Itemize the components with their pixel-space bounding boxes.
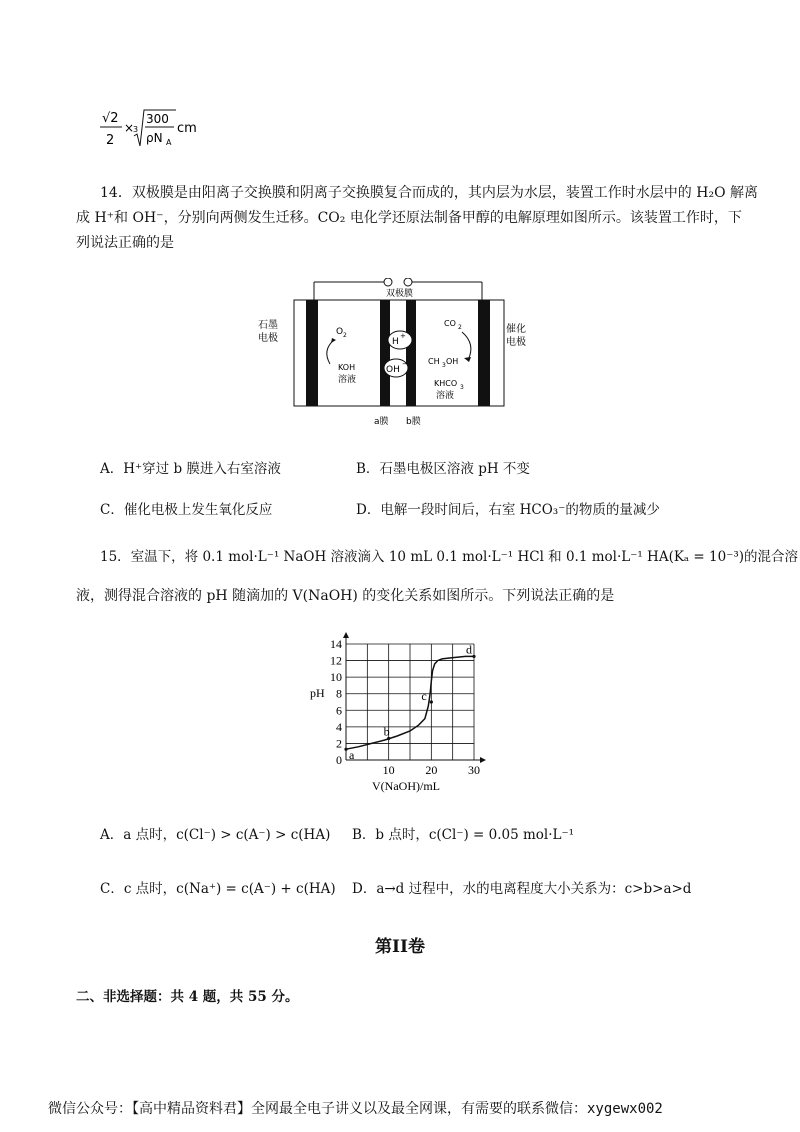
right-arrow-icon	[462, 332, 471, 360]
formula-radicand-sub: A	[166, 138, 172, 147]
q14-option-a: A．H⁺穿过 b 膜进入右室溶液	[100, 461, 281, 477]
cell-container	[294, 300, 504, 406]
y-tick-label: 6	[336, 703, 342, 718]
co2-label: CO	[444, 319, 456, 328]
electrolysis-cell	[256, 278, 546, 428]
q15-option-b: B．b 点时，c(Cl⁻) = 0.05 mol·L⁻¹	[352, 827, 575, 843]
point-c	[430, 700, 433, 703]
x-axis-label: V(NaOH)/mL	[372, 779, 440, 793]
koh-label: KOH	[338, 363, 356, 372]
y-tick-label: 14	[330, 637, 342, 651]
point-a	[344, 748, 347, 751]
q15-option-c: C．c 点时，c(Na⁺) = c(A⁻) + c(HA)	[100, 881, 336, 897]
membrane-a	[380, 300, 390, 406]
y-tick-label: 4	[336, 719, 342, 734]
chart-svg	[300, 630, 500, 795]
y-tick-label: 2	[336, 736, 342, 751]
khco3-sub: 3	[460, 384, 464, 391]
co2-sub: 2	[458, 324, 462, 331]
membrane-b	[406, 300, 416, 406]
x-tick-label: 30	[468, 763, 480, 777]
left-arrow-icon	[327, 340, 334, 364]
x-tick-label: 10	[382, 763, 395, 777]
graphite-electrode	[306, 300, 318, 406]
q14-diagram	[256, 278, 546, 428]
o2-sub: 2	[343, 332, 347, 339]
right-electrode-label-2: 电极	[506, 337, 526, 348]
right-solution-label: 溶液	[436, 391, 455, 401]
y-tick-label: 12	[330, 653, 342, 668]
section-title: 第II卷	[375, 937, 425, 957]
ch3oh-sub: 3	[442, 362, 446, 369]
h-ion-label: H	[392, 337, 399, 347]
q14-option-d: D．电解一段时间后，右室 HCO₃⁻的物质的量减少	[356, 502, 660, 518]
q15-line1: 15．室温下，将 0.1 mol·L⁻¹ NaOH 溶液滴入 10 mL 0.1 mol·L⁻¹ HCl 和 0.1 mol·L⁻¹ HA(Kₐ = 10⁻³)的混合溶	[100, 549, 799, 565]
point-label-c: c	[421, 689, 427, 703]
formula-sqrt2: √2	[102, 111, 119, 126]
y-axis-arrow-icon	[343, 632, 349, 638]
q14-line1: 14．双极膜是由阳离子交换膜和阴离子交换膜复合而成的，其内层为水层，装置工作时水层中的 H₂O 解离	[100, 185, 759, 201]
q15-option-a: A．a 点时，c(Cl⁻) > c(A⁻) > c(HA)	[100, 827, 331, 843]
point-d	[472, 655, 475, 658]
formula-top	[100, 106, 210, 150]
terminal-right-icon	[404, 278, 412, 286]
footer-text: 微信公众号：【高中精品资料君】全网最全电子讲义以及最全网课，有需要的联系微信：xygewx002	[48, 1101, 663, 1117]
right-electrode-label-1: 催化	[506, 324, 526, 335]
ph-titration-chart	[300, 630, 500, 795]
y-tick-label: 0	[336, 753, 342, 767]
y-axis-label: pH	[310, 686, 325, 701]
x-tick-label: 20	[425, 763, 438, 777]
q14-option-b: B．石墨电极区溶液 pH 不变	[356, 461, 530, 477]
formula-root-index: 3	[133, 125, 139, 134]
x-axis-arrow-icon	[480, 757, 486, 763]
oh-ion-label: OH	[386, 365, 400, 375]
q14-line2: 成 H⁺和 OH⁻，分别向两侧发生迁移。CO₂ 电化学还原法制备甲醇的电解原理如图所示。该装置工作时，下	[76, 210, 742, 226]
q15-line2: 液，测得混合溶液的 pH 随滴加的 V(NaOH) 的变化关系如图所示。下列说法正确的是	[76, 588, 615, 604]
point-label-b: b	[383, 724, 390, 739]
formula-unit: cm	[177, 121, 197, 136]
y-tick-label: 8	[336, 686, 342, 701]
a-membrane-label: a膜	[374, 417, 389, 427]
formula-radicand-num: 300	[146, 112, 169, 126]
q14-line3: 列说法正确的是	[76, 235, 174, 251]
formula-den: 2	[106, 133, 115, 148]
left-solution-label: 溶液	[338, 375, 357, 385]
ch3oh-rest: OH	[446, 357, 459, 366]
left-electrode-label-2: 电极	[258, 333, 278, 344]
bipolar-membrane-label: 双极膜	[386, 289, 414, 299]
khco3-label: KHCO	[434, 379, 458, 388]
y-tick-label: 10	[330, 670, 342, 685]
o2-label: O	[336, 327, 344, 337]
b-membrane-label: b膜	[406, 417, 421, 427]
formula-times: ×	[124, 121, 135, 135]
section-2-heading: 二、非选择题：共 4 题，共 55 分。	[76, 989, 299, 1005]
terminal-left-icon	[384, 278, 392, 286]
left-electrode-label-1: 石墨	[258, 320, 278, 331]
q15-option-d: D．a→d 过程中，水的电离程度大小关系为：c>b>a>d	[352, 881, 692, 897]
point-label-d: d	[466, 642, 472, 657]
catalytic-electrode	[478, 300, 490, 406]
point-label-a: a	[349, 748, 355, 763]
ch3oh-label: CH	[428, 357, 440, 366]
h-ion-charge: +	[400, 332, 406, 340]
q14-option-c: C．催化电极上发生氧化反应	[100, 502, 273, 518]
oh-ion-charge: −	[402, 360, 408, 368]
formula-radicand-den: ρN	[146, 131, 163, 145]
formula-graphic	[100, 106, 210, 150]
